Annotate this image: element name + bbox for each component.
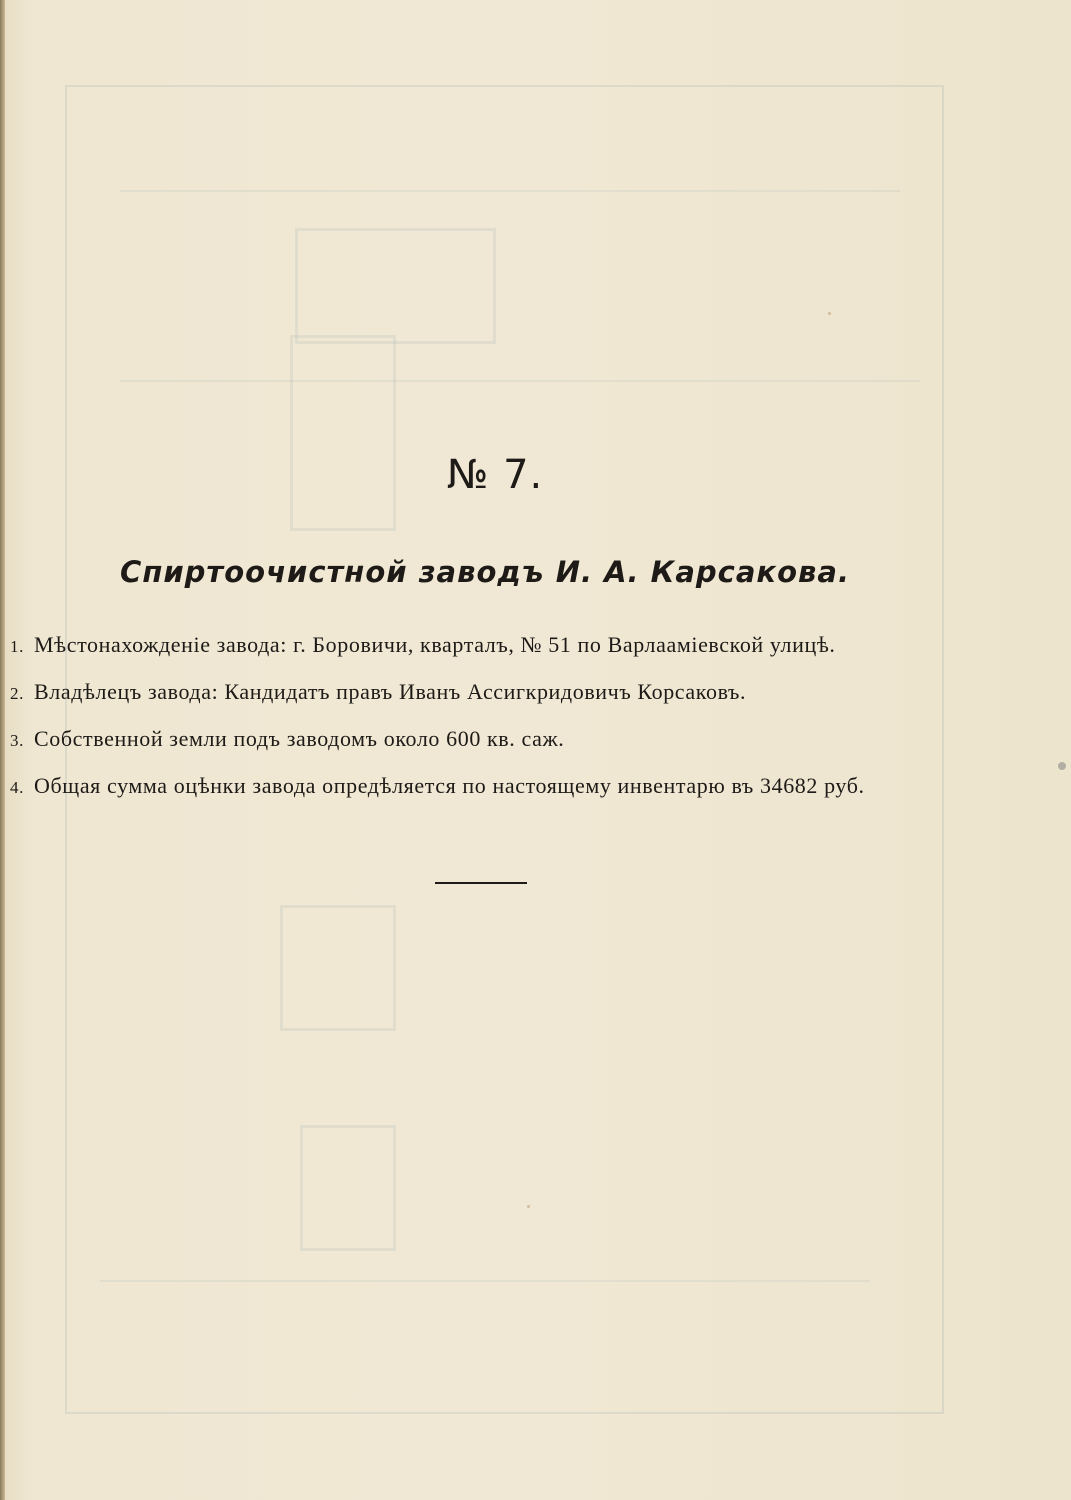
paper-speck: [527, 1205, 530, 1208]
bleed-through-plan: [280, 905, 396, 1031]
bleed-through-plan: [300, 1125, 396, 1251]
item-number: 4.: [10, 778, 24, 797]
bleed-through-plan: [290, 335, 396, 531]
document-title: Спиртоочистной заводъ И. А. Карсакова.: [120, 555, 850, 589]
item-number: 3.: [10, 731, 24, 750]
paper-speck: [828, 312, 831, 315]
item-text: Мѣстонахожденіе завода: г. Боровичи, кварталъ, № 51 по Варлааміевской улицѣ.: [34, 632, 836, 657]
item-text: Собственной земли подъ заводомъ около 600 кв. саж.: [34, 726, 565, 751]
item-number: 1.: [10, 637, 24, 656]
book-spine-edge: [0, 0, 5, 1500]
paper-speck: [1058, 762, 1066, 770]
list-item: [10, 679, 1010, 726]
list-item: [10, 632, 1010, 679]
item-list: [10, 632, 1010, 820]
bleed-through-line: [100, 1280, 870, 1282]
bleed-through-line: [120, 380, 920, 382]
document-number: № 7.: [446, 452, 544, 498]
closing-rule: [435, 882, 527, 884]
item-number: 2.: [10, 684, 24, 703]
bleed-through-plan: [295, 228, 496, 344]
bleed-through-line: [120, 190, 900, 192]
item-text: Общая сумма оцѣнки завода опредѣляется по настоящему инвентарю въ 34682 руб.: [34, 773, 865, 798]
list-item: [10, 773, 1010, 820]
list-item: [10, 726, 1010, 773]
item-text: Владѣлецъ завода: Кандидатъ правъ Иванъ Ассигкридовичъ Корсаковъ.: [34, 679, 747, 704]
